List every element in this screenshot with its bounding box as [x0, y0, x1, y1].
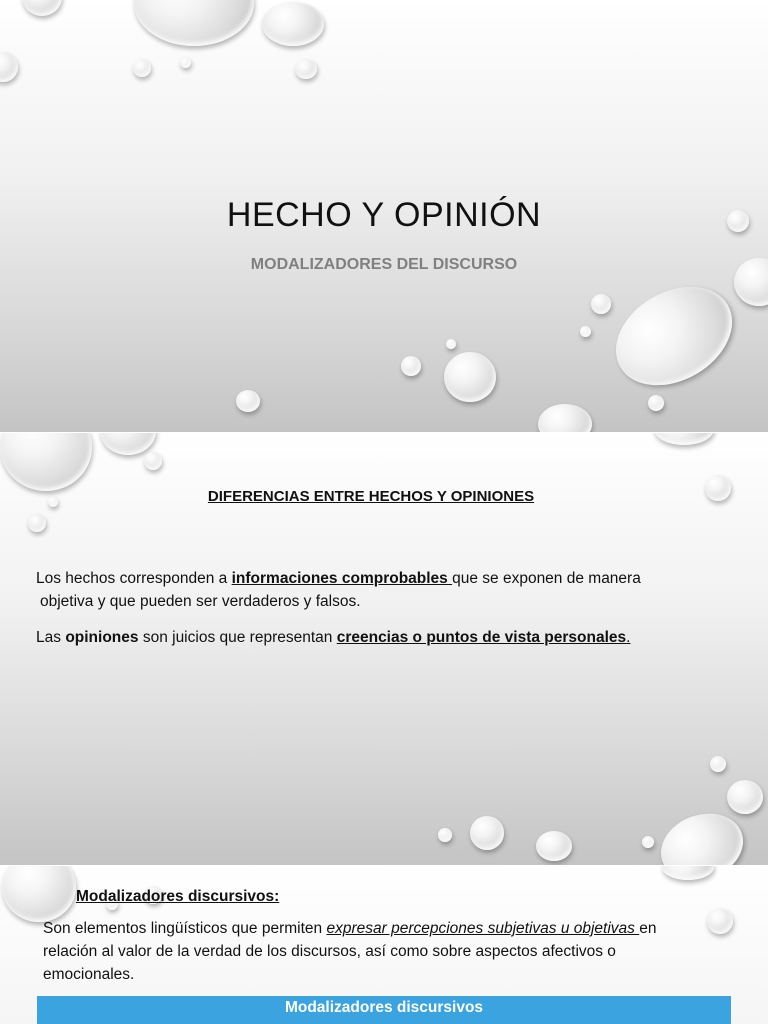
definition-paragraph: [43, 917, 683, 986]
water-drop-decoration: [133, 59, 151, 77]
text-run: objetiva y que pueden ser verdaderos y falsos.: [40, 593, 361, 610]
opinions-paragraph: [36, 626, 716, 649]
water-drop-decoration: [470, 816, 504, 850]
modalizadores-slide: [0, 866, 768, 1024]
water-drop-decoration: [2, 866, 76, 922]
water-drop-decoration: [580, 326, 591, 337]
text-run: Son elementos lingüísticos que permiten: [43, 920, 327, 937]
emphasis-text: creencias o puntos de vista personales: [336, 629, 627, 646]
text-run: Las: [36, 629, 66, 646]
water-drop-decoration: [0, 52, 18, 82]
text-run: son juicios que representan: [138, 629, 337, 646]
table-header-bar: Modalizadores discursivos: [37, 996, 731, 1024]
water-drop-decoration: [648, 395, 664, 411]
bold-text: opiniones: [65, 629, 139, 646]
water-drop-decoration: [134, 0, 254, 46]
facts-paragraph: [36, 567, 716, 613]
emphasis-text: expresar percepciones subjetivas u objetivas: [326, 920, 640, 937]
water-drop-decoration: [262, 2, 324, 46]
water-drop-decoration: [28, 514, 46, 532]
water-drop-decoration: [536, 831, 572, 861]
section-heading: DIFERENCIAS ENTRE HECHOS Y OPINIONES: [207, 488, 535, 505]
water-drop-decoration: [642, 836, 654, 848]
water-drop-decoration: [707, 908, 733, 934]
water-drop-decoration: [401, 356, 421, 376]
differences-slide: [0, 433, 768, 865]
water-drop-decoration: [727, 780, 763, 814]
water-drop-decoration: [100, 433, 156, 455]
water-drop-decoration: [710, 756, 726, 772]
water-drop-decoration: [236, 390, 260, 412]
water-drop-decoration: [0, 433, 92, 491]
water-drop-decoration: [662, 866, 714, 880]
water-drop-decoration: [654, 433, 714, 445]
water-drop-decoration: [444, 352, 496, 402]
water-drop-decoration: [538, 404, 592, 432]
water-drop-decoration: [144, 452, 162, 470]
text-run: que se exponen de manera: [452, 570, 641, 587]
text-run: .: [626, 629, 631, 646]
text-run: Los hechos corresponden a: [36, 570, 232, 587]
water-drop-decoration: [446, 339, 456, 349]
water-drop-decoration: [598, 267, 749, 405]
water-drop-decoration: [438, 828, 452, 842]
water-drop-decoration: [180, 57, 191, 68]
title-slide: [0, 0, 768, 432]
water-drop-decoration: [295, 59, 317, 79]
slide-title: HECHO Y OPINIÓN: [226, 196, 542, 234]
slide-subtitle: MODALIZADORES DEL DISCURSO: [250, 256, 518, 273]
section-heading: Modalizadores discursivos:: [76, 888, 280, 905]
water-drop-decoration: [591, 294, 611, 314]
text-run: en relación al valor de la verdad de los discursos, así como sobre aspectos afectivos o emocionales.: [43, 920, 657, 983]
water-drop-decoration: [22, 0, 62, 16]
emphasis-text: informaciones comprobables: [231, 570, 453, 587]
